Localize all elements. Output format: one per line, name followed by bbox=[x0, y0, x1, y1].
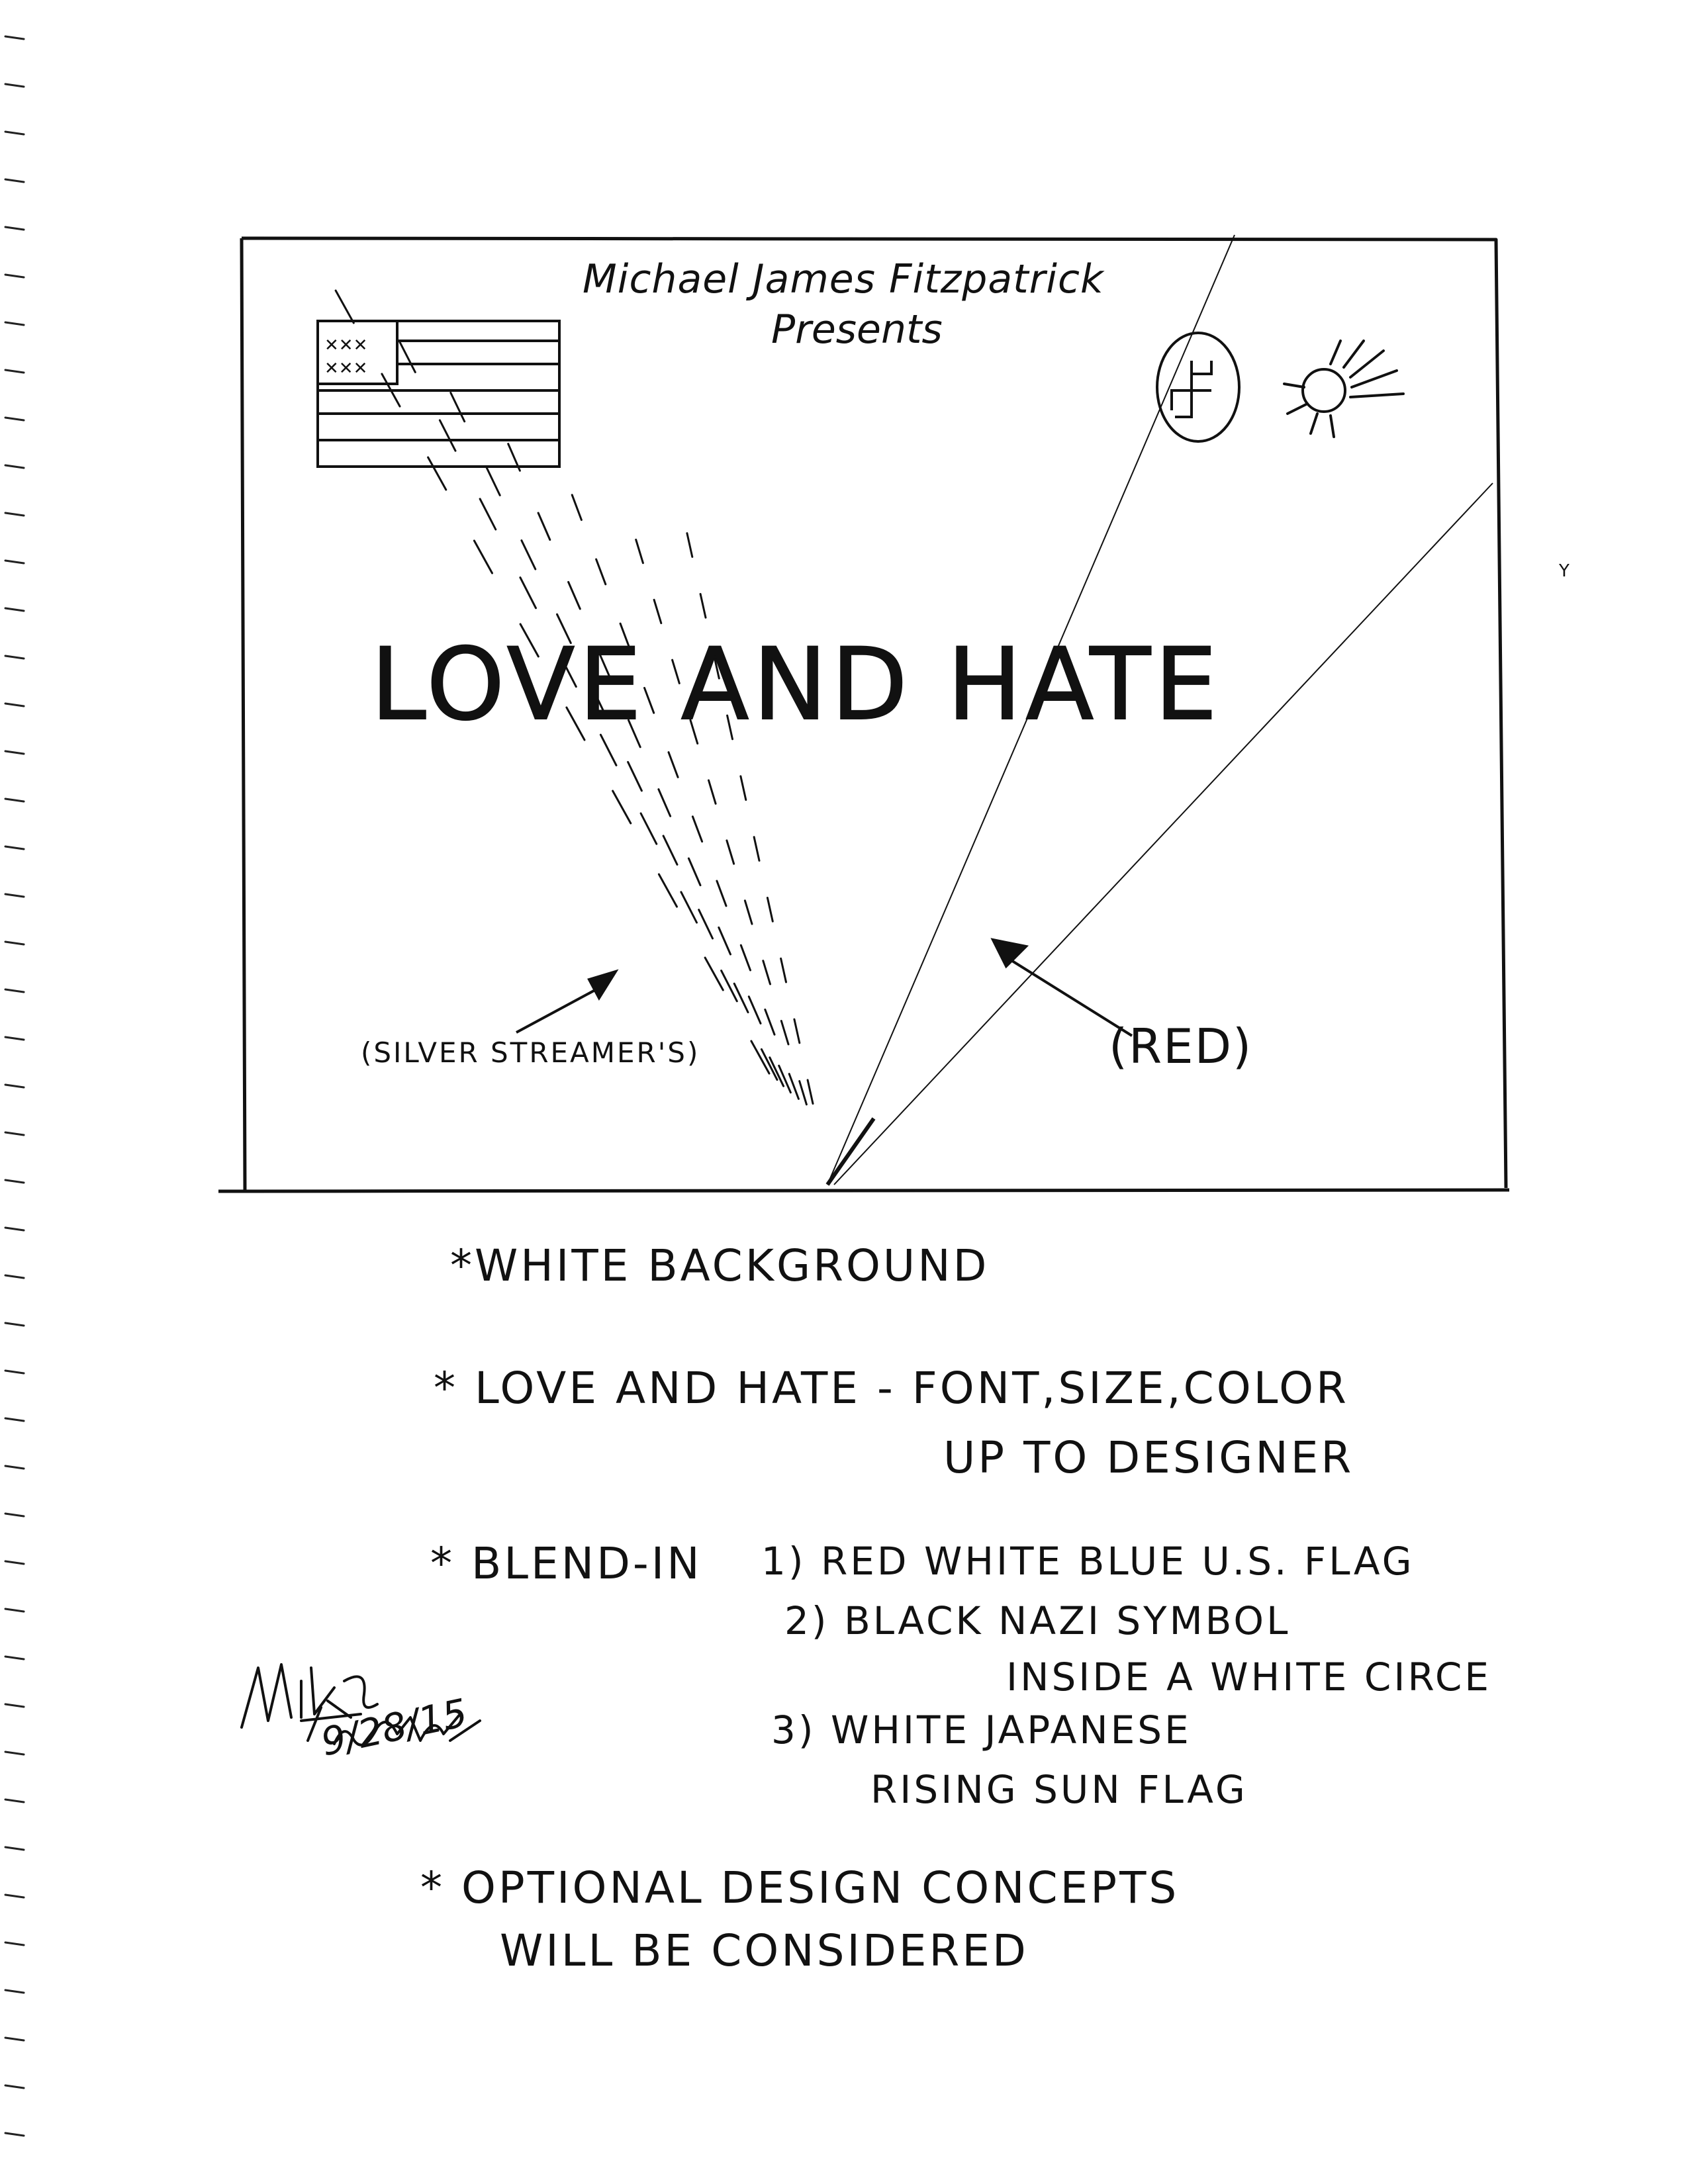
spiral-tick bbox=[5, 1752, 24, 1754]
streamer-dash bbox=[628, 762, 642, 790]
spiral-tick bbox=[5, 1037, 24, 1040]
streamer-dash bbox=[800, 1081, 807, 1105]
signature-date: 9/28/15 bbox=[316, 1690, 471, 1765]
blend-item-nazi-symbol-cont: INSIDE A WHITE CIRCE bbox=[1006, 1655, 1492, 1700]
streamer-dash bbox=[659, 790, 671, 817]
streamer-dash bbox=[794, 1019, 800, 1043]
streamer-dash bbox=[745, 901, 752, 924]
note-title-design-cont: UP TO DESIGNER bbox=[943, 1432, 1354, 1483]
blend-item-us-flag: 1) RED WHITE BLUE U.S. FLAG bbox=[761, 1539, 1415, 1584]
streamer-dash bbox=[596, 559, 606, 584]
spiral-tick bbox=[5, 2038, 24, 2040]
spiral-tick bbox=[5, 561, 24, 563]
note-title-design: * LOVE AND HATE - FONT,SIZE,COLOR bbox=[434, 1363, 1349, 1414]
spiral-tick bbox=[5, 1895, 24, 1897]
streamer-dash bbox=[808, 1080, 813, 1104]
spiral-tick bbox=[5, 513, 24, 516]
poster-title: LOVE AND HATE bbox=[371, 627, 1221, 743]
blend-item-nazi-symbol: 2) BLACK NAZI SYMBOL bbox=[784, 1598, 1291, 1643]
blend-item-rising-sun-cont: RISING SUN FLAG bbox=[870, 1767, 1248, 1812]
spiral-tick bbox=[5, 275, 24, 277]
presents-label: Presents bbox=[771, 306, 943, 353]
spiral-tick bbox=[5, 656, 24, 659]
streamer-dash bbox=[522, 541, 536, 569]
streamer-dash bbox=[688, 858, 700, 886]
spiral-tick bbox=[5, 1704, 24, 1707]
streamer-dash bbox=[480, 499, 496, 529]
streamer-dash bbox=[781, 958, 786, 982]
streamer-dash bbox=[440, 420, 455, 451]
spiral-tick bbox=[5, 1132, 24, 1135]
spiral-tick bbox=[5, 608, 24, 611]
streamer-dash bbox=[717, 881, 726, 906]
streamer-dash bbox=[700, 594, 706, 618]
streamer-dash bbox=[789, 1074, 798, 1099]
spiral-tick bbox=[5, 1228, 24, 1230]
us-flag-icon bbox=[318, 321, 559, 467]
streamer-dash bbox=[641, 813, 657, 844]
note-optional-concepts-cont: WILL BE CONSIDERED bbox=[500, 1925, 1029, 1976]
spiral-tick bbox=[5, 1275, 24, 1278]
byline: Michael James Fitzpatrick bbox=[583, 256, 1104, 302]
stray-mark: Y bbox=[1559, 561, 1570, 581]
streamer-dash bbox=[538, 513, 550, 540]
spiral-tick bbox=[5, 846, 24, 849]
streamer-dash bbox=[687, 533, 692, 557]
spiral-tick bbox=[5, 894, 24, 897]
streamer-dash bbox=[709, 780, 716, 803]
streamer-dash bbox=[719, 927, 731, 954]
note-optional-concepts: * OPTIONAL DESIGN CONCEPTS bbox=[420, 1862, 1180, 1913]
streamer-dash bbox=[428, 457, 446, 490]
streamer-dash bbox=[781, 1021, 788, 1044]
spiral-tick bbox=[5, 989, 24, 992]
spiral-tick bbox=[5, 84, 24, 87]
spiral-tick bbox=[5, 418, 24, 420]
spiral-tick bbox=[5, 370, 24, 373]
spiral-tick bbox=[5, 1323, 24, 1326]
streamer-dash bbox=[451, 392, 465, 421]
spiral-tick bbox=[5, 1514, 24, 1516]
streamer-dash bbox=[767, 898, 773, 922]
streamer-dash bbox=[663, 836, 677, 864]
streamer-dash bbox=[569, 582, 581, 609]
silver-arrow-icon bbox=[516, 972, 616, 1032]
spiral-tick bbox=[5, 1466, 24, 1469]
spiral-tick bbox=[5, 2133, 24, 2136]
red-label: (RED) bbox=[1109, 1019, 1253, 1074]
svg-text:✕✕✕: ✕✕✕ bbox=[324, 359, 368, 379]
streamer-dash bbox=[705, 958, 723, 990]
streamer-dash bbox=[727, 841, 734, 864]
note-blend-in: * BLEND-IN bbox=[430, 1538, 702, 1589]
streamer-dash bbox=[681, 892, 697, 923]
blend-item-rising-sun: 3) WHITE JAPANESE bbox=[771, 1707, 1192, 1752]
streamer-dash bbox=[572, 495, 581, 520]
spiral-tick bbox=[5, 1799, 24, 1802]
streamer-dash bbox=[336, 291, 353, 323]
spiral-tick bbox=[5, 179, 24, 182]
streamer-dash bbox=[474, 541, 492, 573]
rising-sun-icon bbox=[1284, 341, 1403, 437]
svg-text:✕✕✕: ✕✕✕ bbox=[324, 336, 368, 355]
streamer-dash bbox=[659, 874, 677, 907]
spiral-tick bbox=[5, 465, 24, 468]
streamer-dash bbox=[754, 837, 759, 861]
spiral-tick bbox=[5, 1847, 24, 1850]
streamer-dash bbox=[400, 341, 416, 372]
notebook-spiral-edge bbox=[0, 0, 40, 2184]
spiral-tick bbox=[5, 132, 24, 134]
streamer-dash bbox=[654, 600, 661, 623]
spiral-tick bbox=[5, 1371, 24, 1373]
note-white-background: *WHITE BACKGROUND bbox=[450, 1240, 990, 1291]
streamer-dash bbox=[749, 997, 761, 1024]
spiral-tick bbox=[5, 1609, 24, 1612]
spiral-tick bbox=[5, 1418, 24, 1421]
streamer-dash bbox=[613, 791, 631, 823]
silver-streamers-label: (SILVER STREAMER'S) bbox=[361, 1036, 700, 1069]
spiral-tick bbox=[5, 1657, 24, 1659]
streamer-dash bbox=[765, 1009, 774, 1034]
spiral-tick bbox=[5, 1561, 24, 1564]
spiral-tick bbox=[5, 751, 24, 754]
streamer-dash bbox=[669, 752, 678, 778]
spiral-tick bbox=[5, 1942, 24, 1945]
spiral-tick bbox=[5, 227, 24, 230]
streamer-dash bbox=[520, 578, 536, 608]
spiral-tick bbox=[5, 1180, 24, 1183]
spiral-tick bbox=[5, 704, 24, 706]
spiral-tick bbox=[5, 799, 24, 801]
spiral-tick bbox=[5, 1990, 24, 1993]
streamer-dash bbox=[741, 945, 750, 970]
streamer-dash bbox=[692, 817, 702, 842]
spiral-tick bbox=[5, 36, 24, 39]
streamer-dash bbox=[763, 961, 771, 984]
streamer-dash bbox=[741, 776, 746, 800]
streamer-dash bbox=[486, 467, 500, 495]
spiral-tick bbox=[5, 1085, 24, 1087]
spiral-tick bbox=[5, 2085, 24, 2088]
streamer-dash bbox=[636, 539, 643, 563]
spiral-tick bbox=[5, 942, 24, 944]
streamer-dash bbox=[699, 910, 713, 938]
spiral-tick bbox=[5, 322, 24, 325]
